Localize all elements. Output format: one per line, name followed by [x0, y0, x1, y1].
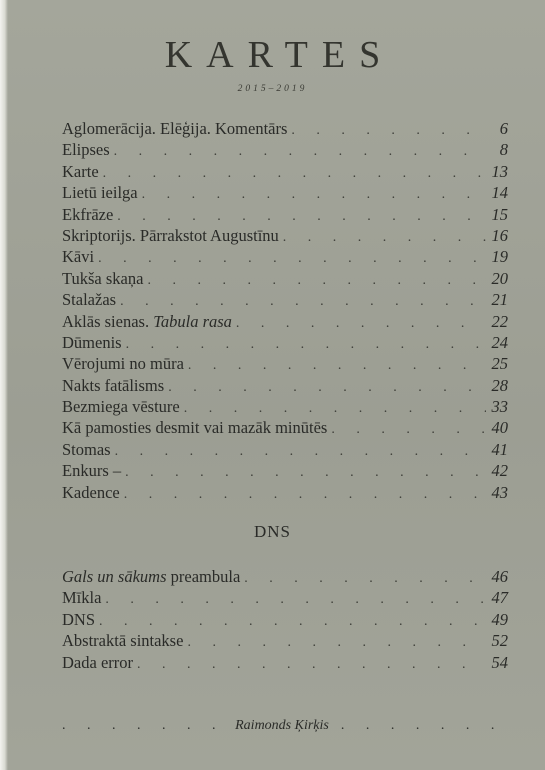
toc-entry-page: 41: [491, 439, 508, 459]
toc-entry: [62, 182, 508, 203]
toc-entry-page: 52: [491, 631, 508, 651]
toc-entry: [62, 118, 508, 139]
toc-entry-label: Nakts fatālisms: [62, 375, 165, 395]
leader-dots: [114, 141, 486, 162]
leader-dots: [120, 291, 486, 312]
leader-dots: [62, 718, 229, 734]
book-years: 2015–2019: [237, 84, 308, 94]
toc-entry-label: Karte: [62, 161, 99, 181]
toc-entry-label: Bezmiega vēsture: [62, 397, 180, 417]
toc-entry: [62, 204, 508, 225]
leader-dots: [244, 568, 486, 589]
leader-dots: [99, 611, 486, 632]
toc-entry-label-italic: Gals un sākums: [62, 567, 167, 586]
leader-dots: [236, 313, 486, 334]
toc-entry: [62, 246, 508, 267]
toc-entry-page: 43: [491, 482, 508, 502]
toc-entry: [62, 353, 508, 374]
leader-dots: [117, 206, 486, 227]
toc-entry-page: 13: [491, 161, 508, 181]
toc-entry: [62, 139, 508, 160]
toc-entry: [62, 161, 508, 182]
toc-entry-page: 6: [499, 119, 508, 138]
toc-entry-label: Mīkla: [62, 588, 102, 608]
section-title-dns: DNS: [253, 522, 291, 541]
leader-dots: [147, 270, 486, 291]
leader-dots: [291, 120, 486, 141]
toc-entry: [62, 587, 508, 608]
toc-entry-label: Kāvi: [62, 247, 95, 267]
toc-entry-page: 42: [491, 461, 508, 481]
toc-entry: [62, 482, 508, 503]
leader-dots: [331, 419, 486, 440]
author-name: Raimonds Ķirķis: [235, 718, 329, 733]
toc-entry-page: 33: [491, 397, 508, 417]
leader-dots: [142, 184, 486, 205]
toc-entry-label-plain: Aklās sienas.: [62, 311, 154, 331]
toc-entry: [62, 268, 508, 289]
toc-entry-label: Ekfrāze: [62, 204, 114, 224]
leader-dots: [103, 163, 486, 184]
toc-entry-label-italic: Tabula rasa: [153, 311, 232, 331]
toc-dns: [62, 566, 508, 673]
toc-entry-page: 21: [491, 290, 508, 310]
toc-entry-page: 24: [491, 332, 508, 352]
toc-entry-label: Stalažas: [62, 290, 117, 310]
toc-entry-page: 46: [491, 567, 508, 586]
leader-dots: [283, 227, 486, 248]
leader-dots: [188, 355, 486, 376]
toc-entry: [62, 225, 508, 246]
toc-entry-page: 14: [491, 183, 508, 203]
toc-entry-label: Dūmenis: [62, 332, 122, 352]
toc-entry: [62, 566, 508, 587]
leader-dots: [335, 718, 508, 734]
toc-entry-page: 54: [491, 652, 508, 672]
toc-entry: [62, 289, 508, 310]
leader-dots: [125, 462, 486, 483]
toc-entry: [62, 609, 508, 630]
toc-entry-page: 49: [491, 609, 508, 629]
toc-entry-label: Skriptorijs. Pārrakstot Augustīnu: [62, 225, 279, 245]
toc-entry-page: 25: [491, 354, 508, 374]
toc-entry-page: 40: [491, 418, 508, 438]
toc-entry: [62, 460, 508, 481]
toc-entry-label: [62, 311, 232, 332]
toc-entry: [62, 630, 508, 651]
leader-dots: [187, 632, 486, 653]
toc-entry: [62, 652, 508, 673]
leader-dots: [124, 484, 486, 505]
leader-dots: [105, 589, 486, 610]
leader-dots: [137, 654, 486, 675]
toc-entry-label-plain: preambula: [166, 567, 241, 586]
leader-dots: [115, 441, 486, 462]
toc-entry: [62, 417, 508, 438]
toc-entry-label: [62, 566, 240, 587]
toc-entry-label: Elipses: [62, 140, 110, 160]
toc-entry-page: 8: [499, 140, 508, 160]
leader-dots: [126, 334, 486, 355]
toc-main: [62, 118, 508, 503]
toc-entry-label: DNS: [62, 609, 96, 629]
toc-entry-page: 28: [491, 375, 508, 395]
leader-dots: [98, 248, 486, 269]
toc-entry-label: Kā pamosties desmit vai mazāk minūtēs: [62, 418, 328, 438]
toc-entry-page: 22: [491, 311, 508, 331]
leader-dots: [184, 398, 486, 419]
toc-entry-label: Tukša skaņa: [62, 268, 144, 288]
toc-entry-page: 47: [491, 588, 508, 608]
toc-entry-page: 15: [491, 204, 508, 224]
toc-entry-label: Vērojumi no mūra: [62, 354, 184, 374]
leader-dots: [168, 377, 486, 398]
toc-entry-label: Kadence: [62, 482, 120, 502]
toc-entry-label: Abstraktā sintakse: [62, 631, 184, 651]
toc-entry: [62, 375, 508, 396]
toc-entry-page: 20: [491, 268, 508, 288]
author-line: [62, 718, 508, 734]
toc-entry-label: Lietū ieilga: [62, 183, 138, 203]
toc-entry-label: Dada error: [62, 652, 133, 672]
book-title: KARTES: [164, 34, 395, 76]
toc-entry: [62, 311, 508, 332]
toc-entry: [62, 396, 508, 417]
toc-entry-page: 16: [491, 225, 508, 245]
toc-entry-label: Aglomerācija. Elēģija. Komentārs: [62, 119, 288, 138]
toc-entry: [62, 332, 508, 353]
toc-entry: [62, 439, 508, 460]
toc-entry-label: Enkurs –: [62, 461, 122, 481]
toc-entry-page: 19: [491, 247, 508, 267]
toc-entry-label: Stomas: [62, 439, 111, 459]
